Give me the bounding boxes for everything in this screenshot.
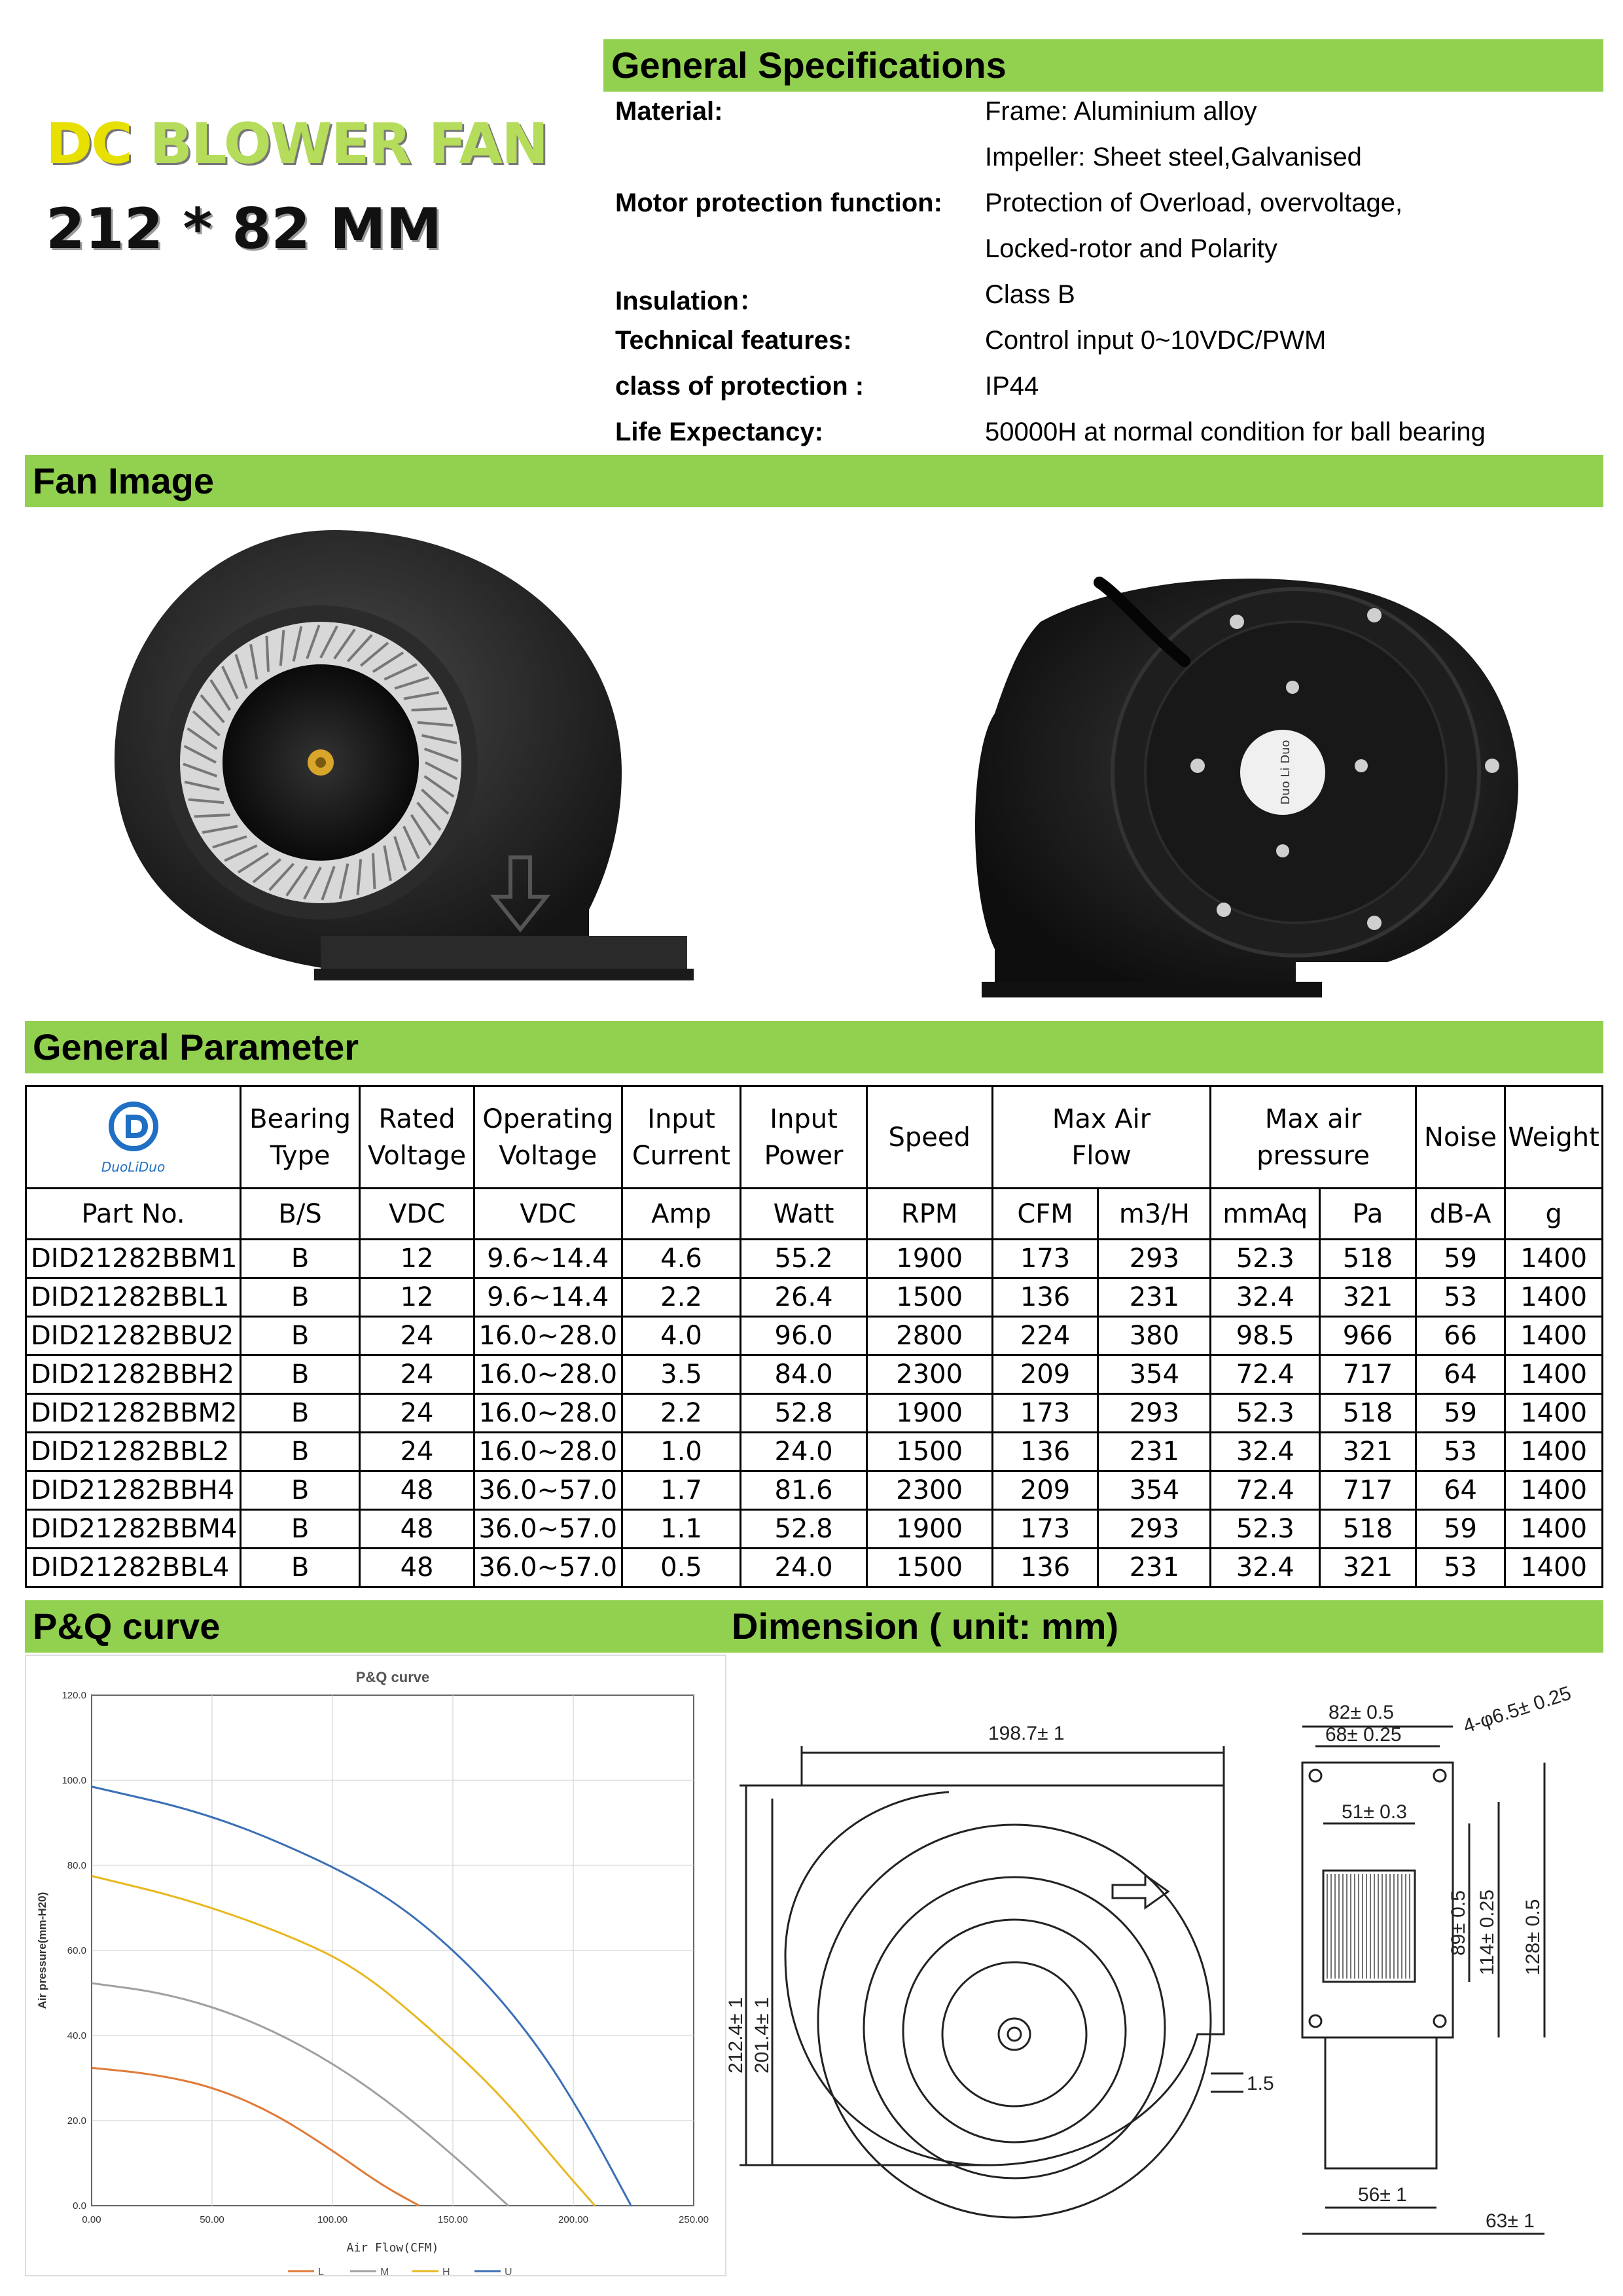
table-cell: 1500 — [866, 1278, 992, 1317]
table-cell: B — [241, 1510, 360, 1549]
table-unit-row — [26, 1189, 1603, 1240]
table-row — [26, 1278, 1603, 1317]
legend-label-U: U — [505, 2267, 512, 2275]
table-cell: 4.6 — [622, 1240, 741, 1278]
dim-total-height-label: 128± 0.5 — [1522, 1899, 1544, 1975]
spec-value: Locked-rotor and Polarity — [985, 234, 1277, 263]
header-cell: Speed — [866, 1086, 992, 1189]
table-row — [26, 1510, 1603, 1549]
table-cell: 3.5 — [622, 1355, 741, 1394]
dim-holes-label: 4-φ6.5± 0.25 — [1460, 1682, 1574, 1738]
table-cell: 59 — [1416, 1510, 1505, 1549]
table-cell: 53 — [1416, 1278, 1505, 1317]
table-cell: 380 — [1098, 1317, 1211, 1355]
title-dc: DC — [46, 111, 132, 177]
part-number-cell: DID21282BBL2 — [26, 1433, 241, 1471]
table-cell: B — [241, 1355, 360, 1394]
y-tick-label: 40.0 — [67, 2030, 86, 2041]
table-cell: 55.2 — [741, 1240, 866, 1278]
dim-width-label: 198.7± 1 — [988, 1723, 1065, 1744]
table-cell: 26.4 — [741, 1278, 866, 1317]
table-cell: 0.5 — [622, 1549, 741, 1587]
table-row — [26, 1433, 1603, 1471]
logo-text: DuoLiDuo — [101, 1159, 166, 1175]
table-cell: 32.4 — [1211, 1549, 1320, 1587]
product-size: 212 * 82 MM — [46, 196, 442, 262]
specs-heading: General Specifications — [603, 39, 1603, 92]
pq-dimension-bar — [25, 1600, 1603, 1653]
table-header-row — [26, 1086, 1603, 1189]
spec-value: Control input 0~10VDC/PWM — [985, 326, 1327, 355]
table-cell: 52.8 — [741, 1510, 866, 1549]
table-cell: 354 — [1098, 1471, 1211, 1510]
table-cell: 24 — [360, 1394, 474, 1433]
table-cell: 9.6~14.4 — [474, 1240, 622, 1278]
spec-value: IP44 — [985, 372, 1039, 401]
table-cell: 173 — [992, 1394, 1098, 1433]
spec-label: class of protection : — [615, 372, 865, 401]
table-cell: 52.8 — [741, 1394, 866, 1433]
table-cell: 2300 — [866, 1355, 992, 1394]
y-tick-label: 100.0 — [62, 1775, 86, 1786]
dim-hole-spacing-label: 68± 0.25 — [1325, 1724, 1402, 1746]
table-cell: 16.0~28.0 — [474, 1433, 622, 1471]
table-cell: 64 — [1416, 1355, 1505, 1394]
table-cell: 81.6 — [741, 1471, 866, 1510]
table-cell: 9.6~14.4 — [474, 1278, 622, 1317]
table-cell: B — [241, 1549, 360, 1587]
y-tick-label: 60.0 — [67, 1945, 86, 1956]
table-cell: 36.0~57.0 — [474, 1510, 622, 1549]
table-cell: 1.7 — [622, 1471, 741, 1510]
x-tick-label: 100.00 — [317, 2214, 348, 2225]
table-cell: 24 — [360, 1355, 474, 1394]
table-cell: 12 — [360, 1278, 474, 1317]
table-cell: 1400 — [1505, 1471, 1603, 1510]
title-blower-fan: BLOWER FAN — [149, 111, 548, 177]
logo-cell — [26, 1086, 241, 1189]
table-cell: 1400 — [1505, 1317, 1603, 1355]
table-cell: 48 — [360, 1510, 474, 1549]
table-cell: 36.0~57.0 — [474, 1549, 622, 1587]
part-number-cell: DID21282BBH2 — [26, 1355, 241, 1394]
table-cell: 2300 — [866, 1471, 992, 1510]
table-cell: 53 — [1416, 1433, 1505, 1471]
part-number-cell: DID21282BBM1 — [26, 1240, 241, 1278]
spec-value: Class B — [985, 280, 1075, 309]
x-tick-label: 0.00 — [82, 2214, 101, 2225]
x-axis-label: Air Flow(CFM) — [346, 2241, 439, 2255]
table-cell: 224 — [992, 1317, 1098, 1355]
parameter-heading: General Parameter — [25, 1021, 1603, 1073]
table-cell: 518 — [1320, 1510, 1416, 1549]
legend-label-L: L — [318, 2267, 324, 2275]
table-cell: 293 — [1098, 1394, 1211, 1433]
unit-cell: Part No. — [26, 1189, 241, 1240]
header-cell: Input Current — [622, 1086, 741, 1189]
table-row — [26, 1355, 1603, 1394]
spec-label: Motor protection function: — [615, 188, 942, 217]
legend-label-M: M — [380, 2267, 389, 2275]
table-cell: 2.2 — [622, 1394, 741, 1433]
pq-chart — [25, 1655, 726, 2276]
series-line-M — [92, 1983, 508, 2206]
dim-depth-label: 82± 0.5 — [1329, 1702, 1394, 1723]
table-cell: 293 — [1098, 1510, 1211, 1549]
dim-height-inner-label: 201.4± 1 — [751, 1997, 773, 2073]
part-number-cell: DID21282BBH4 — [26, 1471, 241, 1510]
unit-cell: CFM — [992, 1189, 1098, 1240]
table-cell: 1.0 — [622, 1433, 741, 1471]
y-tick-label: 80.0 — [67, 1860, 86, 1871]
fan-front-image — [79, 517, 720, 1001]
fan-back-image — [929, 556, 1558, 1001]
table-cell: 1400 — [1505, 1510, 1603, 1549]
table-cell: B — [241, 1317, 360, 1355]
y-tick-label: 120.0 — [62, 1690, 86, 1701]
table-cell: 321 — [1320, 1278, 1416, 1317]
table-cell: 48 — [360, 1549, 474, 1587]
duoliduo-logo-icon — [101, 1100, 166, 1153]
table-cell: 32.4 — [1211, 1278, 1320, 1317]
table-cell: 321 — [1320, 1549, 1416, 1587]
table-cell: 72.4 — [1211, 1471, 1320, 1510]
table-cell: B — [241, 1278, 360, 1317]
table-cell: 72.4 — [1211, 1355, 1320, 1394]
table-cell: 59 — [1416, 1240, 1505, 1278]
table-cell: 1400 — [1505, 1240, 1603, 1278]
table-cell: B — [241, 1394, 360, 1433]
table-cell: 24 — [360, 1433, 474, 1471]
table-cell: 16.0~28.0 — [474, 1317, 622, 1355]
table-cell: 966 — [1320, 1317, 1416, 1355]
header-cell: Operating Voltage — [474, 1086, 622, 1189]
table-cell: 209 — [992, 1471, 1098, 1510]
part-number-cell: DID21282BBM4 — [26, 1510, 241, 1549]
dim-gap-label: 1.5 — [1247, 2073, 1274, 2094]
unit-cell: m3/H — [1098, 1189, 1211, 1240]
table-cell: 64 — [1416, 1471, 1505, 1510]
table-cell: 12 — [360, 1240, 474, 1278]
table-cell: 24.0 — [741, 1549, 866, 1587]
table-cell: 84.0 — [741, 1355, 866, 1394]
x-tick-label: 250.00 — [679, 2214, 709, 2225]
table-row — [26, 1394, 1603, 1433]
table-cell: B — [241, 1240, 360, 1278]
table-cell: 52.3 — [1211, 1510, 1320, 1549]
spec-label: Life Expectancy: — [615, 418, 823, 446]
fan-image-heading: Fan Image — [25, 455, 1603, 507]
table-cell: 173 — [992, 1240, 1098, 1278]
table-cell: 1400 — [1505, 1355, 1603, 1394]
table-cell: 231 — [1098, 1549, 1211, 1587]
table-cell: 52.3 — [1211, 1394, 1320, 1433]
spec-value: 50000H at normal condition for ball bearing — [985, 418, 1486, 446]
table-cell: 518 — [1320, 1394, 1416, 1433]
dim-mount-height-label: 114± 0.25 — [1476, 1889, 1498, 1975]
table-cell: 293 — [1098, 1240, 1211, 1278]
table-cell: 354 — [1098, 1355, 1211, 1394]
dim-foot-outer-label: 63± 1 — [1486, 2210, 1535, 2232]
table-cell: 96.0 — [741, 1317, 866, 1355]
table-cell: 231 — [1098, 1433, 1211, 1471]
table-cell: 2.2 — [622, 1278, 741, 1317]
x-tick-label: 150.00 — [438, 2214, 468, 2225]
header-cell: Bearing Type — [241, 1086, 360, 1189]
spec-label: Material: — [615, 97, 723, 126]
unit-cell: VDC — [360, 1189, 474, 1240]
pq-chart-svg — [26, 1656, 725, 2275]
part-number-cell: DID21282BBM2 — [26, 1394, 241, 1433]
table-cell: 52.3 — [1211, 1240, 1320, 1278]
legend-label-H: H — [442, 2267, 450, 2275]
table-cell: 16.0~28.0 — [474, 1355, 622, 1394]
dim-outlet-height-label: 89± 0.5 — [1448, 1890, 1469, 1956]
table-cell: 16.0~28.0 — [474, 1394, 622, 1433]
unit-cell: Amp — [622, 1189, 741, 1240]
table-row — [26, 1240, 1603, 1278]
table-cell: 98.5 — [1211, 1317, 1320, 1355]
dim-outlet-label: 51± 0.3 — [1342, 1801, 1407, 1823]
unit-cell: g — [1505, 1189, 1603, 1240]
y-tick-label: 0.0 — [73, 2200, 86, 2212]
part-number-cell: DID21282BBU2 — [26, 1317, 241, 1355]
part-number-cell: DID21282BBL4 — [26, 1549, 241, 1587]
header-cell: Max air pressure — [1211, 1086, 1416, 1189]
spec-label: Insulation： — [615, 287, 765, 315]
table-cell: 1900 — [866, 1240, 992, 1278]
unit-cell: Watt — [741, 1189, 866, 1240]
table-cell: 1500 — [866, 1549, 992, 1587]
table-cell: 59 — [1416, 1394, 1505, 1433]
dimension-heading: Dimension ( unit: mm) — [732, 1605, 1119, 1647]
spec-value: Impeller: Sheet steel,Galvanised — [985, 143, 1362, 171]
table-cell: 36.0~57.0 — [474, 1471, 622, 1510]
unit-cell: B/S — [241, 1189, 360, 1240]
table-row — [26, 1549, 1603, 1587]
y-axis-label: Air pressure(mm-H20) — [36, 1892, 48, 2009]
dim-height-outer-label: 212.4± 1 — [726, 1997, 747, 2073]
table-cell: 24 — [360, 1317, 474, 1355]
table-row — [26, 1471, 1603, 1510]
table-cell: 321 — [1320, 1433, 1416, 1471]
unit-cell: Pa — [1320, 1189, 1416, 1240]
dimension-svg — [726, 1655, 1603, 2276]
unit-cell: mmAq — [1211, 1189, 1320, 1240]
table-cell: 717 — [1320, 1355, 1416, 1394]
table-cell: B — [241, 1471, 360, 1510]
unit-cell: VDC — [474, 1189, 622, 1240]
table-cell: 1900 — [866, 1510, 992, 1549]
table-cell: 24.0 — [741, 1433, 866, 1471]
header-cell: Weight — [1505, 1086, 1603, 1189]
table-cell: 136 — [992, 1278, 1098, 1317]
spec-label: Technical features: — [615, 326, 852, 355]
part-number-cell: DID21282BBL1 — [26, 1278, 241, 1317]
table-row — [26, 1317, 1603, 1355]
table-cell: 32.4 — [1211, 1433, 1320, 1471]
table-cell: 2800 — [866, 1317, 992, 1355]
x-tick-label: 50.00 — [200, 2214, 224, 2225]
table-cell: 209 — [992, 1355, 1098, 1394]
table-cell: 1500 — [866, 1433, 992, 1471]
table-cell: 1900 — [866, 1394, 992, 1433]
header-cell: Rated Voltage — [360, 1086, 474, 1189]
table-cell: 717 — [1320, 1471, 1416, 1510]
series-line-H — [92, 1876, 595, 2206]
table-cell: 173 — [992, 1510, 1098, 1549]
table-cell: 1.1 — [622, 1510, 741, 1549]
x-tick-label: 200.00 — [558, 2214, 588, 2225]
table-cell: 136 — [992, 1549, 1098, 1587]
table-cell: 231 — [1098, 1278, 1211, 1317]
chart-title: P&Q curve — [355, 1669, 430, 1685]
table-cell: 1400 — [1505, 1278, 1603, 1317]
table-cell: 518 — [1320, 1240, 1416, 1278]
table-cell: 1400 — [1505, 1394, 1603, 1433]
spec-value: Protection of Overload, overvoltage, — [985, 188, 1403, 217]
pq-heading: P&Q curve — [33, 1605, 221, 1647]
table-cell: 53 — [1416, 1549, 1505, 1587]
dim-foot-label: 56± 1 — [1358, 2184, 1407, 2206]
header-cell: Max Air Flow — [992, 1086, 1211, 1189]
y-tick-label: 20.0 — [67, 2115, 86, 2126]
table-cell: 66 — [1416, 1317, 1505, 1355]
unit-cell: RPM — [866, 1189, 992, 1240]
table-cell: 1400 — [1505, 1433, 1603, 1471]
fan-label-text: Duo Li Duo — [1279, 740, 1293, 805]
table-cell: 136 — [992, 1433, 1098, 1471]
table-cell: 4.0 — [622, 1317, 741, 1355]
header-cell: Noise — [1416, 1086, 1505, 1189]
table-cell: 1400 — [1505, 1549, 1603, 1587]
unit-cell: dB-A — [1416, 1189, 1505, 1240]
dimension-drawing — [726, 1655, 1603, 2276]
spec-value: Frame: Aluminium alloy — [985, 97, 1257, 126]
table-cell: 48 — [360, 1471, 474, 1510]
header-cell: Input Power — [741, 1086, 866, 1189]
parameter-table — [25, 1085, 1603, 1588]
product-title — [46, 111, 547, 177]
table-cell: B — [241, 1433, 360, 1471]
